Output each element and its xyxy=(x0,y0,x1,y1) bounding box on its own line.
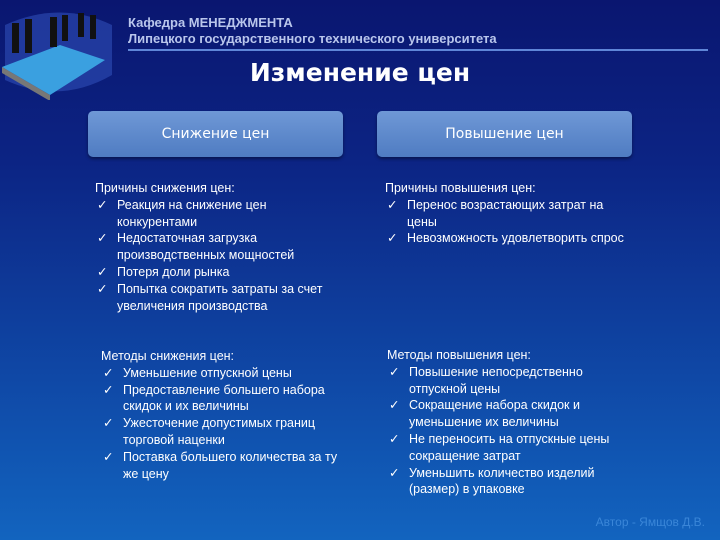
university-name: Липецкого государственного технического университета xyxy=(128,31,497,46)
decrease-reasons-heading: Причины снижения цен: xyxy=(95,181,235,195)
list-item: ✓ Уменьшить количество изделий (размер) в упаковке xyxy=(387,465,627,499)
increase-reasons-heading: Причины повышения цен: xyxy=(385,181,536,195)
increase-reasons xyxy=(385,180,625,247)
header-divider xyxy=(128,49,708,51)
list-item: ✓ Повышение непосредственно отпускной цены xyxy=(387,364,627,398)
decrease-methods-heading: Методы снижения цен: xyxy=(101,349,235,363)
decrease-reasons xyxy=(95,180,340,314)
increase-methods xyxy=(387,347,627,498)
list-item: ✓ Перенос возрастающих затрат на цены xyxy=(385,197,625,231)
list-item: ✓ Предоставление большего набора скидок и их величины xyxy=(101,382,341,416)
list-item: ✓ Реакция на снижение цен конкурентами xyxy=(95,197,340,231)
price-decrease-button[interactable]: Снижение цен xyxy=(88,111,343,157)
list-item: ✓ Недостаточная загрузка производственных мощностей xyxy=(95,230,340,264)
list-item: ✓ Потеря доли рынка xyxy=(95,264,340,281)
department-name: Кафедра МЕНЕДЖМЕНТА xyxy=(128,15,293,30)
list-item: ✓ Не переносить на отпускные цены сокращение затрат xyxy=(387,431,627,465)
price-increase-button[interactable]: Повышение цен xyxy=(377,111,632,157)
slide-title: Изменение цен xyxy=(249,58,471,87)
list-item: ✓ Невозможность удовлетворить спрос xyxy=(385,230,625,247)
increase-methods-heading: Методы повышения цен: xyxy=(387,348,531,362)
list-item: ✓ Ужесточение допустимых границ торговой наценки xyxy=(101,415,341,449)
list-item: ✓ Поставка большего количества за ту же цену xyxy=(101,449,341,483)
list-item: ✓ Уменьшение отпускной цены xyxy=(101,365,341,382)
list-item: ✓ Сокращение набора скидок и уменьшение их величины xyxy=(387,397,627,431)
author-credit: Автор - Ямщов Д.В. xyxy=(595,515,705,529)
decrease-methods xyxy=(101,348,341,482)
list-item: ✓ Попытка сократить затраты за счет увеличения производства xyxy=(95,281,340,315)
